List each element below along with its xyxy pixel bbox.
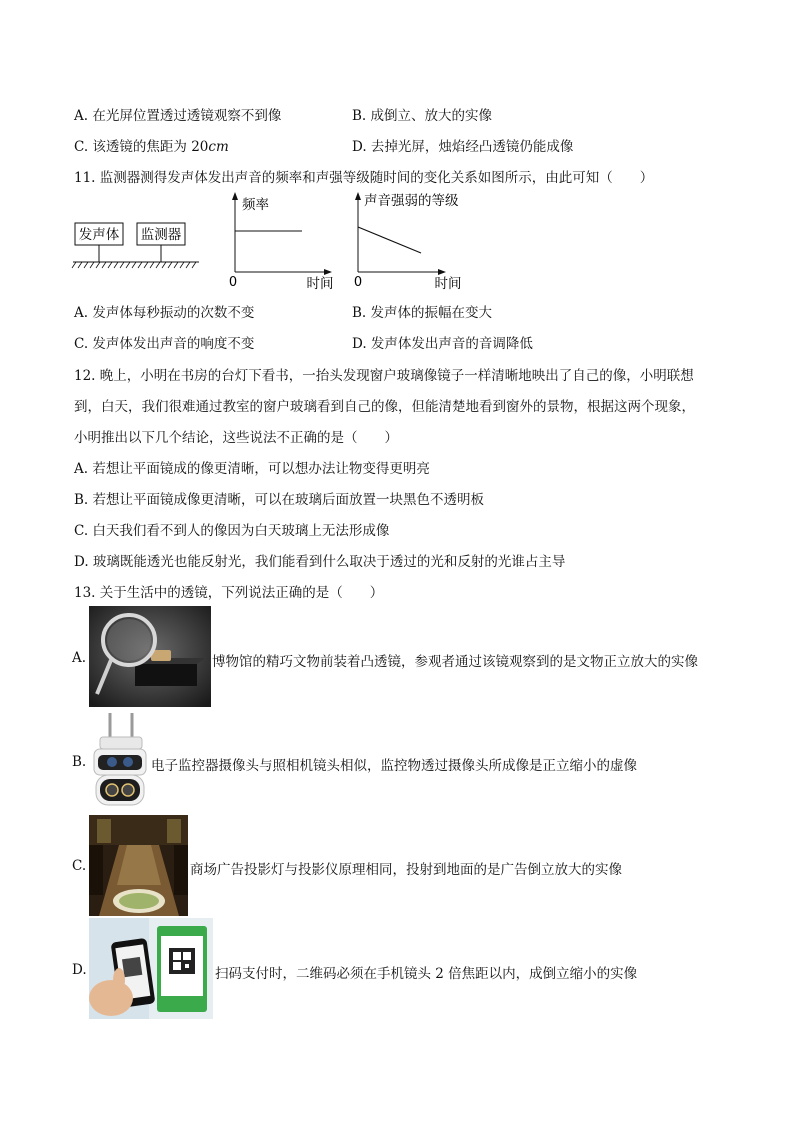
q13-option-a-label: A. [72,650,87,666]
q13-option-b-text: 电子监控器摄像头与照相机镜头相似，监控物透过摄像头所成像是正立缩小的虚像 [151,758,637,774]
level-x-arrow [438,269,446,275]
q10-option-d: D. 去掉光屏，烛焰经凸透镜仍能成像 [352,139,574,155]
q11-stem: 11. 监测器测得发声体发出声音的频率和声强等级随时间的变化关系如图所示，由此可知（ ） [74,170,654,186]
q12-stem-line2: 到，白天，我们很难通过教室的窗户玻璃看到自己的像，但能清楚地看到窗外的景物，根据这两个现象， [74,399,695,415]
freq-x-label: 时间 [306,276,334,292]
q11-figure-svg [70,190,470,300]
level-origin: 0 [353,275,363,290]
q13-option-c-text: 商场广告投影灯与投影仪原理相同，投射到地面的是广告倒立放大的实像 [190,862,622,878]
q12-option-a: A. 若想让平面镜成的像更清晰，可以想办法让物变得更明亮 [74,461,430,477]
q12-option-c: C. 白天我们看不到人的像因为白天玻璃上无法形成像 [74,523,390,539]
q10-option-c-text: C. 该透镜的焦距为 20 [74,139,209,155]
q12-option-d: D. 玻璃既能透光也能反射光，我们能看到什么取决于透过的光和反射的光谁占主导 [74,554,566,570]
sound-source-label: 发声体 [78,227,120,243]
q11-option-c: C. 发声体发出声音的响度不变 [74,336,255,352]
q10-option-c-unit: cm [208,139,229,155]
frequency-chart [229,192,334,292]
q10-option-b: B. 成倒立、放大的实像 [352,108,493,124]
qr-payment-photo [89,918,213,1019]
q12-option-b: B. 若想让平面镜成像更清晰，可以在玻璃后面放置一块黑色不透明板 [74,492,485,508]
magnifier-photo [89,606,211,707]
freq-y-arrow [232,192,238,200]
security-camera-photo [88,711,150,811]
ground-hatching [72,262,196,268]
freq-y-label: 频率 [242,197,269,213]
sound-level-chart [354,192,462,292]
level-y-arrow [355,192,361,200]
q11-option-a: A. 发声体每秒振动的次数不变 [74,305,255,321]
level-y-label: 声音强弱的等级 [364,193,459,209]
q12-stem-line1: 12. 晚上，小明在书房的台灯下看书，一抬头发现窗户玻璃像镜子一样清晰地映出了自己的像，小明联想 [74,368,694,384]
q13-option-c-label: C. [72,858,87,874]
q13-option-d-label: D. [72,962,87,978]
freq-x-arrow [324,269,332,275]
freq-origin: 0 [228,275,238,290]
q13-stem: 13. 关于生活中的透镜，下列说法正确的是（ ） [74,585,384,601]
q13-option-d-text: 扫码支付时，二维码必须在手机镜头 2 倍焦距以内，成倒立缩小的实像 [215,966,638,982]
q13-option-a-text: 博物馆的精巧文物前装着凸透镜，参观者通过该镜观察到的是文物正立放大的实像 [212,654,698,670]
q11-option-d: D. 发声体发出声音的音调降低 [352,336,533,352]
monitor-label: 监测器 [140,227,182,243]
q13-option-b-label: B. [72,754,87,770]
q10-option-c [74,135,229,155]
q12-stem-line3: 小明推出以下几个结论，这些说法不正确的是（ ） [74,430,398,446]
level-series-line [358,227,421,253]
q11-figure [70,190,470,300]
q10-option-a: A. 在光屏位置透过透镜观察不到像 [74,108,282,124]
level-x-label: 时间 [434,276,462,292]
projector-floor-ad-photo [89,815,188,916]
q11-option-b: B. 发声体的振幅在变大 [352,305,493,321]
